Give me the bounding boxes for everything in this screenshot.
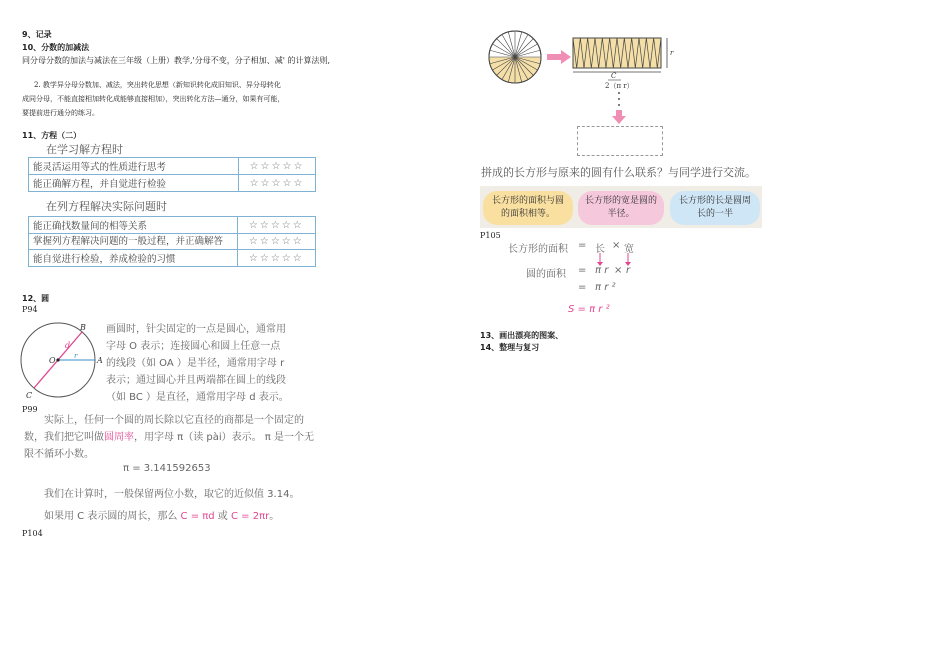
section-9-heading: 9、记录 (22, 30, 52, 39)
formula-or: 或 (214, 511, 231, 522)
definition-line: 字母 O 表示；连接圆心和圆上任意一点 (106, 341, 281, 352)
page-ref-p104: P104 (22, 529, 43, 538)
section-14-heading: 14、整理与复习 (480, 343, 540, 352)
definition-line: 的线段（如 OA ）是半径，通常用字母 r (106, 358, 285, 369)
pi-value: π = 3.141592653 (123, 463, 211, 474)
section-10-point2-line2: 成同分母，不能直接相加转化成能够直接相加），突出转化方法—通分，如果有可能， (22, 95, 285, 103)
table-cell: 掌握列方程解决问题的一般过程，并正确解答 (29, 234, 238, 250)
approximation-note: 我们在计算时，一般保留两位小数，取它的近似值 3.14。 (44, 489, 300, 500)
width-word: 宽 (624, 244, 634, 255)
section-10-point2-line3: 要提前进行通分的练习。 (22, 109, 99, 117)
table-cell: 能正确找数量间的相等关系 (29, 217, 238, 234)
equals-1: = (578, 240, 587, 251)
speech-bubble: 长方形的面积与圆的面积相等。 (483, 191, 573, 225)
section-12-heading: 12、圆 (22, 294, 50, 303)
equals-3: = (578, 282, 587, 293)
label-rect-r: r (670, 49, 674, 57)
self-assessment-table-1 (28, 157, 316, 192)
arrow-down-icon (610, 90, 628, 126)
speech-bubble: 长方形的长是圆周长的一半 (670, 191, 760, 225)
label-r: r (74, 352, 78, 360)
formula-c2pir: C = 2πr (230, 511, 270, 522)
pi-definition (24, 412, 324, 463)
sectored-circle-figure (487, 29, 543, 85)
circumference-formula (44, 507, 279, 522)
section-10-rule: 同分母分数的加法与减法在三年级（上册）教学,'分母不变，分子相加、减' 的计算法则, (22, 56, 331, 65)
pi-line-2c: ，用字母 π（读 pài）表示。 π 是一个无 (134, 432, 315, 443)
pi-line-2 (24, 429, 324, 446)
circle-area-label: 圆的面积 (526, 269, 566, 280)
arrow-right-icon (547, 50, 571, 64)
table-row (29, 250, 316, 267)
r-term: r (626, 265, 631, 276)
page-ref-p99: P99 (22, 405, 38, 414)
circle-definition (106, 321, 289, 406)
self-assessment-table-2 (28, 216, 316, 267)
table-row (29, 158, 316, 175)
star-rating[interactable]: ☆☆☆☆☆ (237, 234, 315, 250)
rect-area-label: 长方形的面积 (508, 244, 568, 255)
pi-r-squared: π r ² (595, 282, 616, 293)
speech-bubble: 长方形的宽是圆的半径。 (578, 191, 664, 225)
label-d: d (65, 341, 71, 350)
times-1: × (612, 240, 621, 251)
area-formula-text: S = π r ² (568, 304, 610, 315)
pi-line-2a: 数，我们把它叫做 (24, 432, 104, 443)
table-cell: 能灵活运用等式的性质进行思考 (29, 158, 239, 175)
empty-shape-box (577, 126, 663, 156)
table-cell: 能正确解方程，并自觉进行检验 (29, 175, 239, 192)
table-row (29, 175, 316, 192)
label-a: A (97, 356, 103, 365)
label-rect-c: C (611, 72, 617, 80)
pi-r-term: π r (595, 265, 609, 276)
label-b: B (80, 323, 86, 332)
definition-line: 画圆时，针尖固定的一点是圆心，通常用 (106, 324, 286, 335)
table2-title: 在列方程解决实际问题时 (46, 200, 167, 213)
pi-line-3: 限不循环小数。 (24, 449, 94, 460)
definition-line: （如 BC ）是直径，通常用字母 d 表示。 (106, 392, 289, 403)
star-rating[interactable]: ☆☆☆☆☆ (239, 158, 316, 175)
pi-term: 圆周率 (104, 432, 134, 443)
times-2: × (614, 265, 623, 276)
section-13-heading: 13、画出漂亮的图案、 (480, 331, 564, 340)
star-rating[interactable]: ☆☆☆☆☆ (237, 217, 315, 234)
table-cell: 能自觉进行检验，养成检验的习惯 (29, 250, 238, 267)
section-10-point2-line1: 2. 教学异分母分数加、减法，突出转化思想（新知识转化成旧知识、异分母转化 (34, 81, 281, 89)
table-row (29, 217, 316, 234)
label-c: C (26, 391, 33, 400)
label-o: O (49, 356, 56, 365)
table1-title: 在学习解方程时 (46, 143, 123, 156)
page-ref-p105: P105 (480, 231, 501, 240)
section-10-heading: 10、分数的加减法 (22, 43, 90, 52)
page-ref-p94: P94 (22, 305, 38, 314)
label-rect-length: 2（π r） (605, 82, 634, 90)
formula-cpid: C = πd (180, 511, 215, 522)
question-text: 拼成的长方形与原来的圆有什么联系？与同学进行交流。 (481, 166, 756, 179)
definition-line: 表示；通过圆心并且两端都在圆上的线段 (106, 375, 286, 386)
circle-area-formula (568, 304, 610, 315)
pi-line-1: 实际上，任何一个圆的周长除以它直径的商都是一个固定的 (44, 415, 304, 426)
circle-diagram (18, 318, 106, 402)
formula-end: 。 (269, 511, 280, 522)
table-row (29, 234, 316, 250)
star-rating[interactable]: ☆☆☆☆☆ (237, 250, 315, 267)
rearranged-rectangle-figure (571, 34, 677, 90)
equals-2: = (578, 265, 587, 276)
length-word: 长 (595, 244, 605, 255)
star-rating[interactable]: ☆☆☆☆☆ (239, 175, 316, 192)
formula-intro: 如果用 C 表示圆的周长，那么 (44, 511, 181, 522)
section-11-heading: 11、方程（二） (22, 131, 82, 140)
